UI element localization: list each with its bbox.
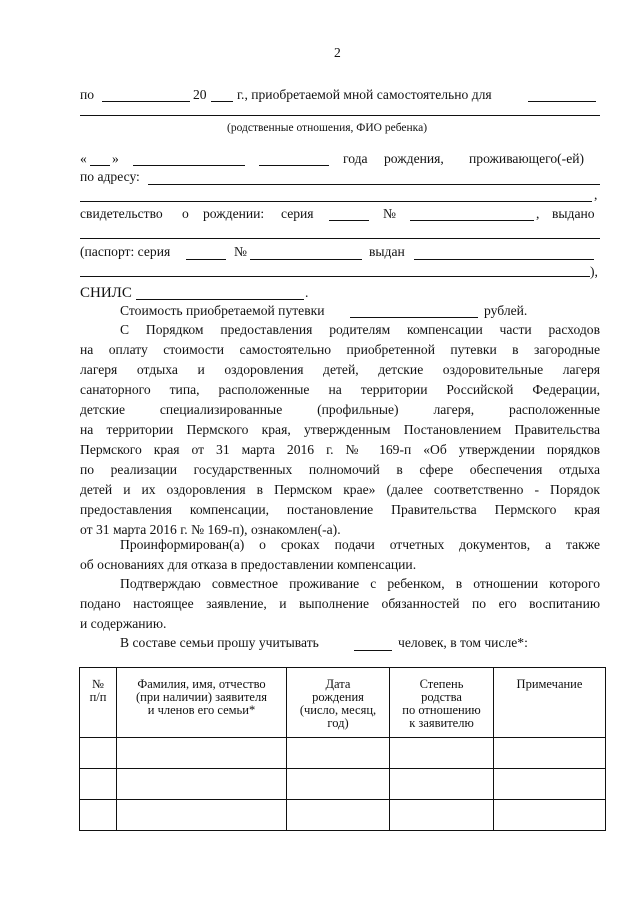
cert-series-field[interactable] (329, 220, 369, 221)
paragraph1-line: детские специализированные (профильные) лагеря, расположенные (80, 402, 600, 417)
birth-year-field[interactable] (259, 165, 329, 166)
paragraph3-line: и содержанию. (80, 616, 167, 631)
cost-label: Стоимость приобретаемой путевки (120, 303, 325, 318)
passport-number-label: № (234, 244, 247, 259)
cert-label-2: о (182, 206, 189, 221)
birth-close-quote: » (112, 151, 119, 166)
paragraph1-line: от 31 марта 2016 г. № 169-п), ознакомлен(-а). (80, 522, 341, 537)
line1-year: 20 (193, 87, 207, 102)
birth-open-quote: « (80, 151, 87, 166)
birth-rozhdeniya: рождения, (384, 151, 444, 166)
paragraph2-line: об основаниях для отказа в предоставлении компенсации. (80, 557, 417, 572)
snils-field[interactable] (136, 299, 304, 300)
birth-month-field[interactable] (133, 165, 245, 166)
line1-year-field[interactable] (211, 101, 233, 102)
table-cell[interactable] (117, 769, 287, 800)
table-cell[interactable] (80, 738, 117, 769)
table-cell[interactable] (80, 769, 117, 800)
family-table (79, 667, 606, 831)
paragraph1-line: детей и их оздоровления в Пермском крае» (далее соответственно - Порядок (80, 482, 600, 497)
page-number: 2 (334, 45, 341, 60)
header-number: № п/п (80, 668, 117, 738)
cert-issued-label: выдано (552, 206, 595, 221)
paragraph1-line: санаторного типа, расположенные на территории Российской Федерации, (80, 382, 600, 397)
passport-issued-field-1[interactable] (414, 259, 594, 260)
family-suffix: человек, в том числе*: (398, 635, 528, 650)
table-header-row (80, 668, 606, 738)
table-cell[interactable] (117, 738, 287, 769)
paragraph3-line: подано настоящее заявление, и выполнение обязанностей по его воспитанию (80, 596, 600, 611)
table-cell[interactable] (287, 769, 390, 800)
paragraph2-line: Проинформирован(а) о сроках подачи отчетных документов, а также (120, 537, 600, 552)
paragraph1-line: на оплату стоимости самостоятельно приобретенной путевки в загородные (80, 342, 600, 357)
family-count-field[interactable] (354, 650, 392, 651)
cost-field[interactable] (350, 317, 478, 318)
table-row (80, 769, 606, 800)
header-fio: Фамилия, имя, отчество (при наличии) заявителя и членов его семьи* (117, 668, 287, 738)
snils-dot: . (305, 285, 309, 300)
address-label: по адресу: (80, 169, 140, 184)
header-kinship: Степень родства по отношению к заявителю (390, 668, 494, 738)
paragraph1-line: по реализации государственных полномочий в сфере обеспечения отдыха (80, 462, 600, 477)
address-field-2[interactable] (80, 201, 592, 202)
line1-for-field[interactable] (528, 101, 596, 102)
address-comma: , (594, 187, 598, 202)
table-cell[interactable] (80, 800, 117, 831)
paragraph1-line: С Порядком предоставления родителям компенсации части расходов (120, 322, 600, 337)
passport-number-field[interactable] (250, 259, 362, 260)
line1-rest: г., приобретаемой мной самостоятельно для (237, 87, 492, 102)
cert-comma: , (536, 206, 540, 221)
address-field-1[interactable] (148, 184, 600, 185)
header-birth-date: Дата рождения (число, месяц, год) (287, 668, 390, 738)
birth-day-field[interactable] (90, 165, 110, 166)
passport-close: ), (590, 264, 598, 279)
passport-issued-label: выдан (369, 244, 405, 259)
paragraph1-line: лагеря отдыха и оздоровления детей, детские оздоровительные лагеря (80, 362, 600, 377)
birth-living: проживающего(-ей) (469, 151, 585, 166)
table-cell[interactable] (117, 800, 287, 831)
table-row (80, 738, 606, 769)
cert-label-1: свидетельство (80, 206, 163, 221)
snils-label: СНИЛС (80, 285, 132, 301)
family-prefix: В составе семьи прошу учитывать (120, 635, 319, 650)
cert-issued-field[interactable] (80, 238, 600, 239)
paragraph1-line: на территории Пермского края, утвержденным Постановлением Правительства (80, 422, 600, 437)
table-cell[interactable] (287, 800, 390, 831)
paragraph1-line: предоставления компенсации, постановление Правительства Пермского края (80, 502, 600, 517)
table-cell[interactable] (390, 800, 494, 831)
header-note: Примечание (494, 668, 606, 738)
table-cell[interactable] (494, 769, 606, 800)
paragraph3-line: Подтверждаю совместное проживание с ребенком, в отношении которого (120, 576, 600, 591)
table-cell[interactable] (390, 769, 494, 800)
table-cell[interactable] (390, 738, 494, 769)
cert-label-3: рождении: (203, 206, 265, 221)
paragraph1-line: Пермского края от 31 марта 2016 г. № 169-п «Об утверждении порядков (80, 442, 600, 457)
cert-number-label: № (383, 206, 396, 221)
table-row (80, 800, 606, 831)
birth-god: года (343, 151, 368, 166)
line1-date-field[interactable] (102, 101, 190, 102)
cert-series-label: серия (281, 206, 314, 221)
line1-po: по (80, 87, 95, 102)
table-cell[interactable] (494, 800, 606, 831)
passport-open: (паспорт: серия (80, 244, 171, 259)
table-cell[interactable] (494, 738, 606, 769)
passport-series-field[interactable] (186, 259, 226, 260)
cost-currency: рублей. (484, 303, 528, 318)
relation-field[interactable] (80, 115, 600, 116)
cert-number-field[interactable] (410, 220, 534, 221)
table-cell[interactable] (287, 738, 390, 769)
passport-issued-field-2[interactable] (80, 276, 590, 277)
relation-caption: (родственные отношения, ФИО ребенка) (227, 122, 428, 134)
